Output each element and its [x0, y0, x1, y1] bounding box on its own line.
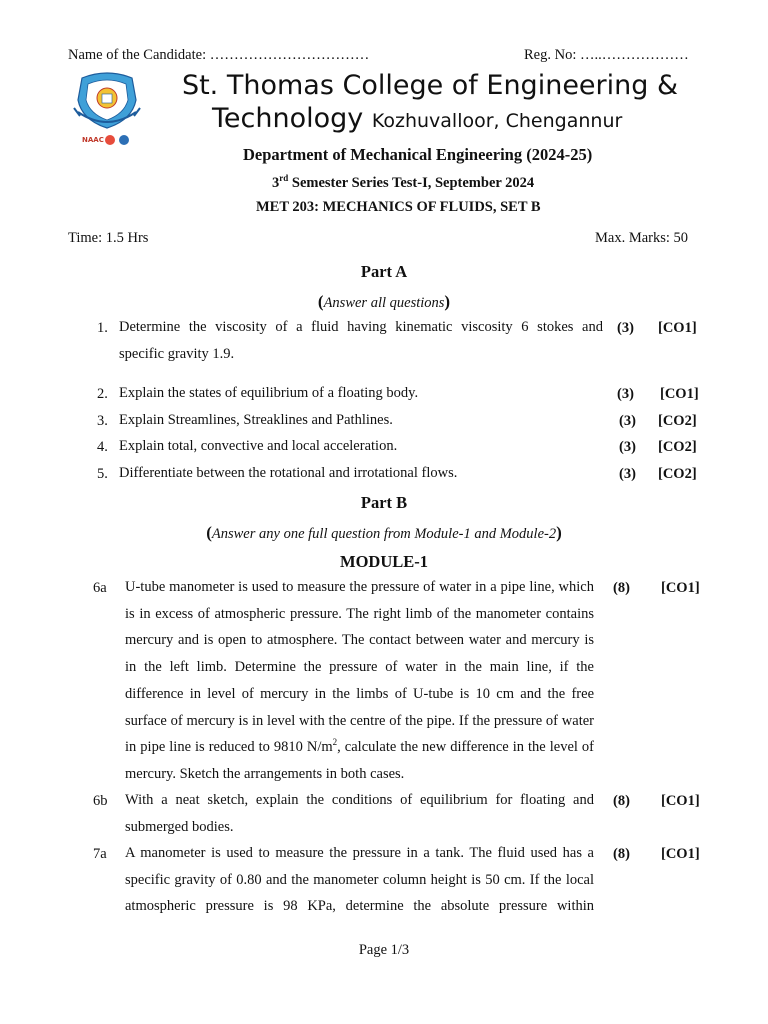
- question-co: [CO2]: [658, 466, 697, 482]
- question-text: Determine the viscosity of a fluid having kinematic viscosity 6 stokes and: [119, 319, 603, 335]
- question-text-part: U-tube manometer is used to measure the pressure of water in a pipe line, which is in excess of atmospheric pressure. The right limb of the manometer contains mercury and is open to atmosphere. The contact between water and mercury is in the left limb. Determine the pressure of water in the main line, if the difference in level of mercury in the limbs of U-tube is 10 cm and the free surface of mercury is in level with the centre of the pipe. If the pressure of water in pipe line is reduced to 9810 N/m: [125, 579, 594, 756]
- question-number: 6b: [93, 793, 108, 809]
- page-number: Page 1/3: [358, 942, 410, 958]
- question-co: [CO1]: [660, 386, 699, 402]
- college-name-line2: [212, 103, 622, 137]
- part-a-instruction: (Answer all questions): [317, 292, 451, 311]
- course-title: MET 203: MECHANICS OF FLUIDS, SET B: [256, 199, 541, 215]
- candidate-name-label: Name of the Candidate: ……………………………: [68, 47, 370, 63]
- question-text: Explain Streamlines, Streaklines and Pathlines.: [119, 412, 393, 428]
- question-number: 7a: [93, 846, 107, 862]
- naac-logo-text: NAAC: [82, 136, 104, 144]
- question-marks: (3): [619, 439, 636, 455]
- college-name-technology: Technology: [212, 103, 364, 134]
- part-a-title: Part A: [360, 262, 408, 281]
- question-co: [CO2]: [658, 439, 697, 455]
- question-marks: (8): [613, 793, 630, 809]
- semester-number: 3: [272, 174, 280, 191]
- question-co: [CO1]: [661, 580, 700, 596]
- question-number: 4.: [97, 439, 108, 455]
- part-b-title: Part B: [360, 493, 408, 512]
- part-b-instruction-text: Answer any one full question from Module-1 and Module-2: [211, 526, 557, 542]
- question-text: A manometer is used to measure the pressure in a tank. The fluid used has a specific gravity of 0.80 and the manometer column height is 50 cm. If the local atmospheric pressure is 98 KPa, determine the absolute pressure within: [125, 845, 594, 915]
- part-a-instruction-text: Answer all questions: [323, 295, 445, 311]
- question-text: [125, 574, 594, 788]
- question-co: [CO1]: [661, 793, 700, 809]
- college-name-line1: St. Thomas College of Engineering &: [181, 70, 679, 101]
- college-location: Kozhuvalloor, Chengannur: [371, 110, 623, 132]
- question-co: [CO2]: [658, 413, 697, 429]
- semester-text: Semester Series Test-I, September 2024: [288, 174, 535, 191]
- college-logo: [66, 70, 148, 152]
- question-marks: (8): [613, 846, 630, 862]
- question-number: 1.: [97, 320, 108, 336]
- question-text-part: , calculate the new difference in the level of mercury. Sketch the arrangements in both cases.: [125, 739, 594, 782]
- question-number: 5.: [97, 466, 108, 482]
- question-marks: (3): [619, 466, 636, 482]
- question-marks: (3): [619, 413, 636, 429]
- time-label: Time: 1.5 Hrs: [68, 230, 149, 246]
- semester-superscript: rd: [279, 173, 289, 183]
- reg-no-label: Reg. No: …..………………: [524, 47, 689, 63]
- question-text: With a neat sketch, explain the conditions of equilibrium for floating and submerged bodies.: [125, 792, 594, 835]
- question-text: Differentiate between the rotational and irrotational flows.: [119, 465, 458, 481]
- part-b-instruction: (Answer any one full question from Module-1 and Module-2): [206, 523, 562, 542]
- question-number: 2.: [97, 386, 108, 402]
- question-text-continued: specific gravity 1.9.: [119, 346, 235, 362]
- question-co: [CO1]: [658, 320, 697, 336]
- question-number: 3.: [97, 413, 108, 429]
- question-marks: (3): [617, 386, 634, 402]
- question-marks: (3): [617, 320, 634, 336]
- question-text: Explain the states of equilibrium of a floating body.: [119, 385, 419, 401]
- department-title: Department of Mechanical Engineering (2024-25): [243, 145, 593, 164]
- superscript: 2: [332, 737, 338, 748]
- semester-title: [272, 173, 534, 192]
- max-marks-label: Max. Marks: 50: [595, 230, 689, 246]
- question-text: Explain total, convective and local acceleration.: [119, 438, 398, 454]
- question-co: [CO1]: [661, 846, 700, 862]
- module-title: MODULE-1: [340, 552, 428, 571]
- question-number: 6a: [93, 580, 107, 596]
- question-marks: (8): [613, 580, 630, 596]
